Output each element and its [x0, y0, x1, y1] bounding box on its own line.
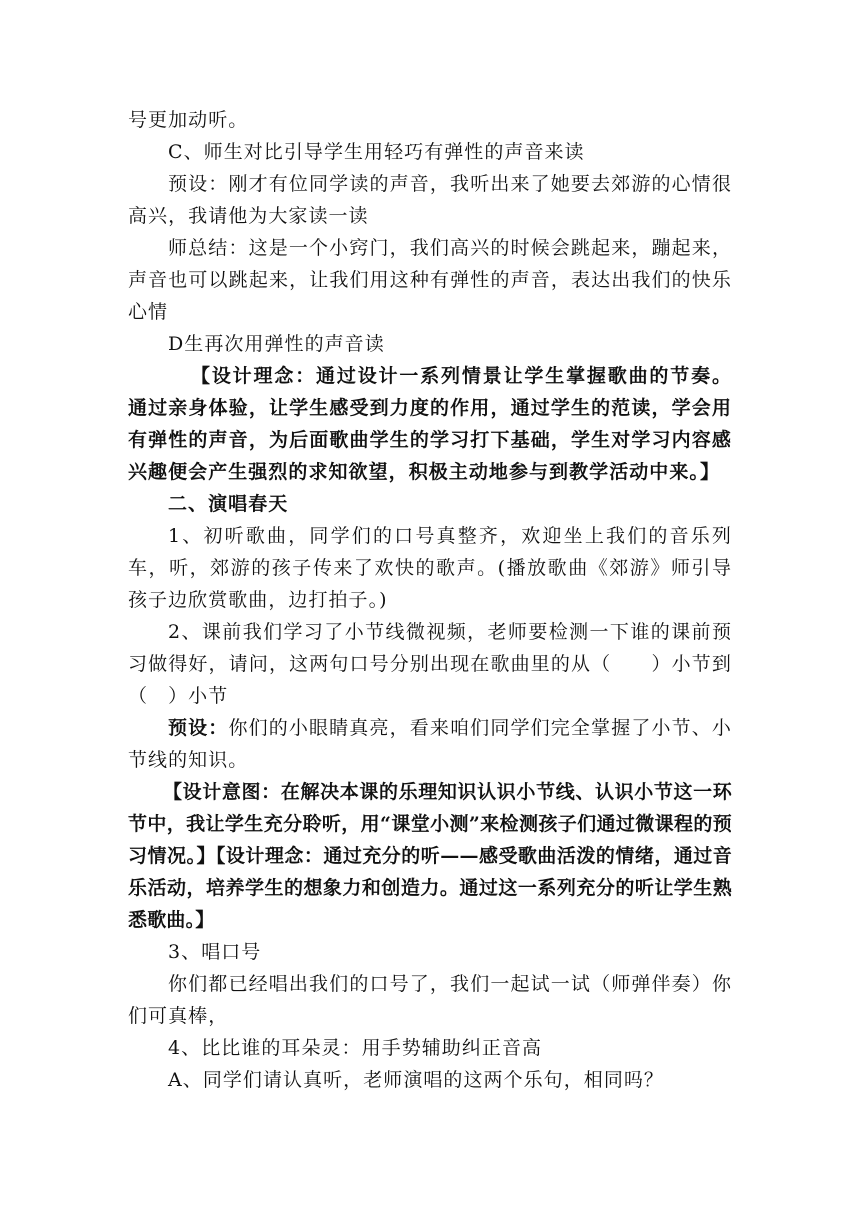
preset-2-text: 你们的小眼睛真亮，看来咱们同学们完全掌握了小节、小节线的知识。	[128, 717, 732, 771]
paragraph-preset-1: 预设：刚才有位同学读的声音，我听出来了她要去郊游的心情很高兴，我请他为大家读一读	[128, 173, 732, 227]
paragraph-try-together: 你们都已经唱出我们的口号了，我们一起试一试（师弹伴奏）你们可真棒，	[128, 973, 732, 1027]
paragraph-continuation: 号更加动听。	[128, 109, 249, 131]
design-concept-1: 【设计理念：通过设计一系列情景让学生掌握歌曲的节奏。通过亲身体验，让学生感受到力度的作用，通过学生的范读，学会用有弹性的声音，为后面歌曲学生的学习打下基础，学生对学习内容感兴趣便会产生强烈的求知欲望，积极主动地参与到教学活动中来。】	[128, 365, 732, 483]
paragraph-preset-2	[128, 712, 732, 776]
preset-label: 预设：	[168, 717, 229, 739]
paragraph-listen-compare: A、同学们请认真听，老师演唱的这两个乐句，相同吗？	[168, 1069, 664, 1091]
paragraph-step-d: D生再次用弹性的声音读	[168, 333, 385, 355]
section-heading-sing-spring: 二、演唱春天	[168, 493, 289, 515]
paragraph-micro-video: 2、课前我们学习了小节线微视频，老师要检测一下谁的课前预习做得好，请问，这两句口号分别出现在歌曲里的从（ ）小节到（ ）小节	[128, 621, 732, 707]
paragraph-ear-game: 4、比比谁的耳朵灵：用手势辅助纠正音高	[168, 1037, 543, 1059]
paragraph-teacher-summary: 师总结：这是一个小窍门，我们高兴的时候会跳起来，蹦起来，声音也可以跳起来，让我们用这种有弹性的声音，表达出我们的快乐心情	[128, 237, 732, 323]
paragraph-step-c: C、师生对比引导学生用轻巧有弹性的声音来读	[168, 141, 585, 163]
paragraph-sing-slogan: 3、唱口号	[168, 941, 262, 963]
design-intent-and-concept: 【设计意图：在解决本课的乐理知识认识小节线、认识小节这一环节中，我让学生充分聆听，用“课堂小测”来检测孩子们通过微课程的预习情况。】【设计理念：通过充分的听——感受歌曲活泼的情绪，通过音乐活动，培养学生的想象力和创造力。通过这一系列充分的听让学生熟悉歌曲。】	[128, 781, 732, 931]
paragraph-first-listen: 1、初听歌曲，同学们的口号真整齐，欢迎坐上我们的音乐列车，听，郊游的孩子传来了欢快的歌声。(播放歌曲《郊游》师引导孩子边欣赏歌曲，边打拍子。)	[128, 525, 732, 611]
